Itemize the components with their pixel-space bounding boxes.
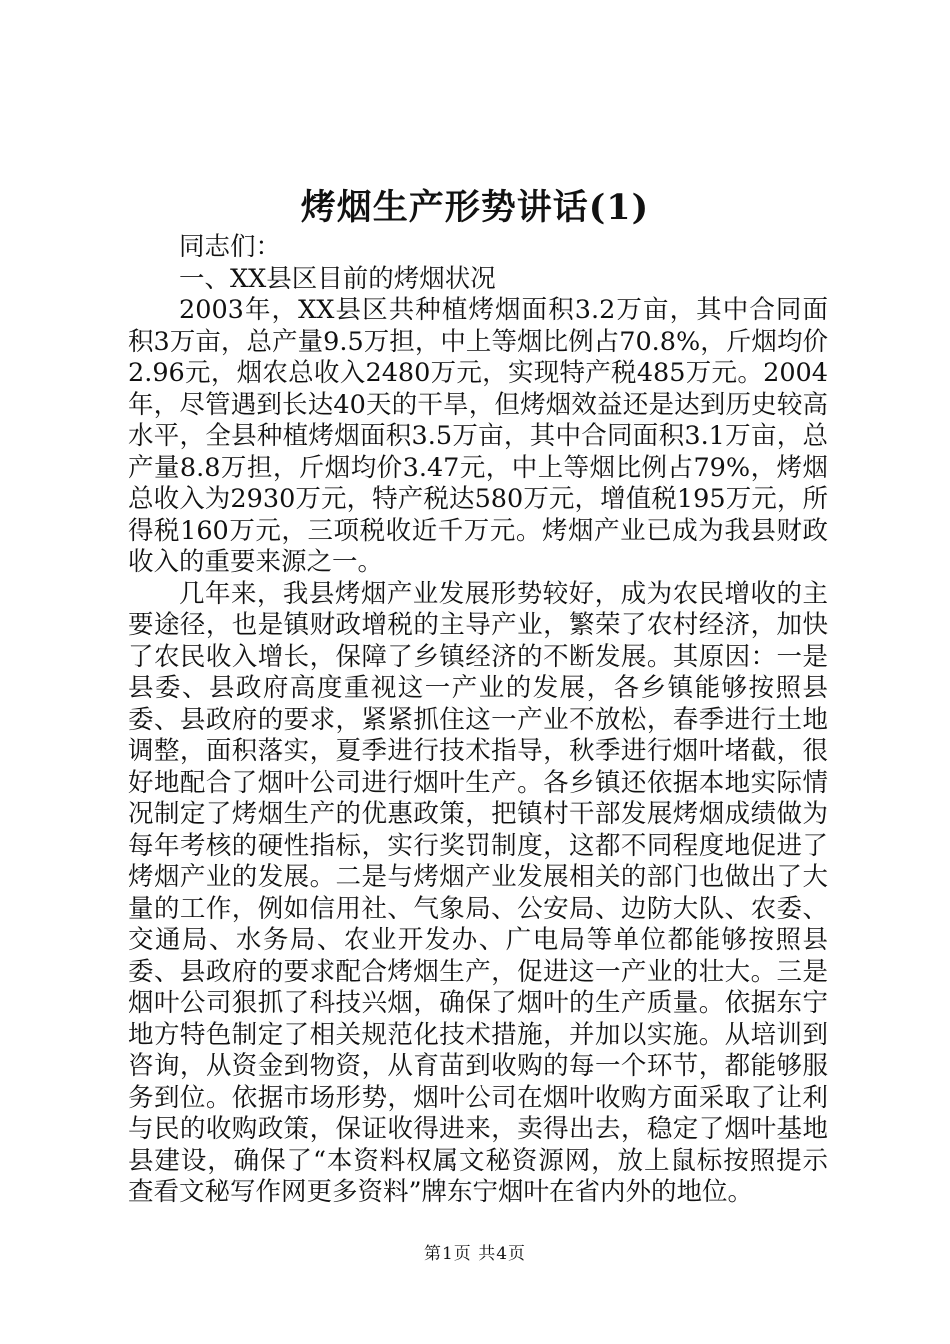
document-title: 烤烟生产形势讲话(1) bbox=[300, 187, 650, 228]
document-body bbox=[128, 232, 828, 1209]
page-indicator: 第1页 共4页 bbox=[423, 1244, 527, 1264]
section-heading: 一、XX县区目前的烤烟状况 bbox=[179, 263, 496, 294]
paragraph-1: 2003年，XX县区共种植烤烟面积3.2万亩，其中合同面积3万亩，总产量9.5万担，中上等烟比例占70.8%，斤烟均价2.96元，烟农总收入2480万元，实现特产税485万元。2004年，尽管遇到长达40天的干旱，但烤烟效益还是达到历史较高水平，全县种植烤烟面积3.5万亩，其中合同面积3.1万亩，总产量8.8万担，斤烟均价3.47元，中上等烟比例占79%，烤烟总收入为2930万元，特产税达580万元，增值税195万元，所得税160万元，三项税收近千万元。烤烟产业已成为我县财政收入的重要来源之一。 bbox=[128, 295, 828, 577]
paragraph-2: 几年来，我县烤烟产业发展形势较好，成为农民增收的主要途径，也是镇财政增税的主导产业，繁荣了农村经济，加快了农民收入增长，保障了乡镇经济的不断发展。其原因：一是县委、县政府高度重视这一产业的发展，各乡镇能够按照县委、县政府的要求，紧紧抓住这一产业不放松，春季进行土地调整，面积落实，夏季进行技术指导，秋季进行烟叶堵截，很好地配合了烟叶公司进行烟叶生产。各乡镇还依据本地实际情况制定了烤烟生产的优惠政策，把镇村干部发展烤烟成绩做为每年考核的硬性指标，实行奖罚制度，这都不同程度地促进了烤烟产业的发展。二是与烤烟产业发展相关的部门也做出了大量的工作，例如信用社、气象局、公安局、边防大队、农委、交通局、水务局、农业开发办、广电局等单位都能够按照县委、县政府的要求配合烤烟生产，促进这一产业的壮大。三是烟叶公司狠抓了科技兴烟，确保了烟叶的生产质量。依据东宁地方特色制定了相关规范化技术措施，并加以实施。从培训到咨询，从资金到物资，从育苗到收购的每一个环节，都能够服务到位。依据市场形势，烟叶公司在烟叶收购方面采取了让利与民的收购政策，保证收得进来，卖得出去，稳定了烟叶基地县建设，确保了“本资料权属文秘资源网，放上鼠标按照提示查看文秘写作网更多资料”牌东宁烟叶在省内外的地位。 bbox=[128, 578, 828, 1207]
greeting: 同志们： bbox=[179, 232, 282, 262]
